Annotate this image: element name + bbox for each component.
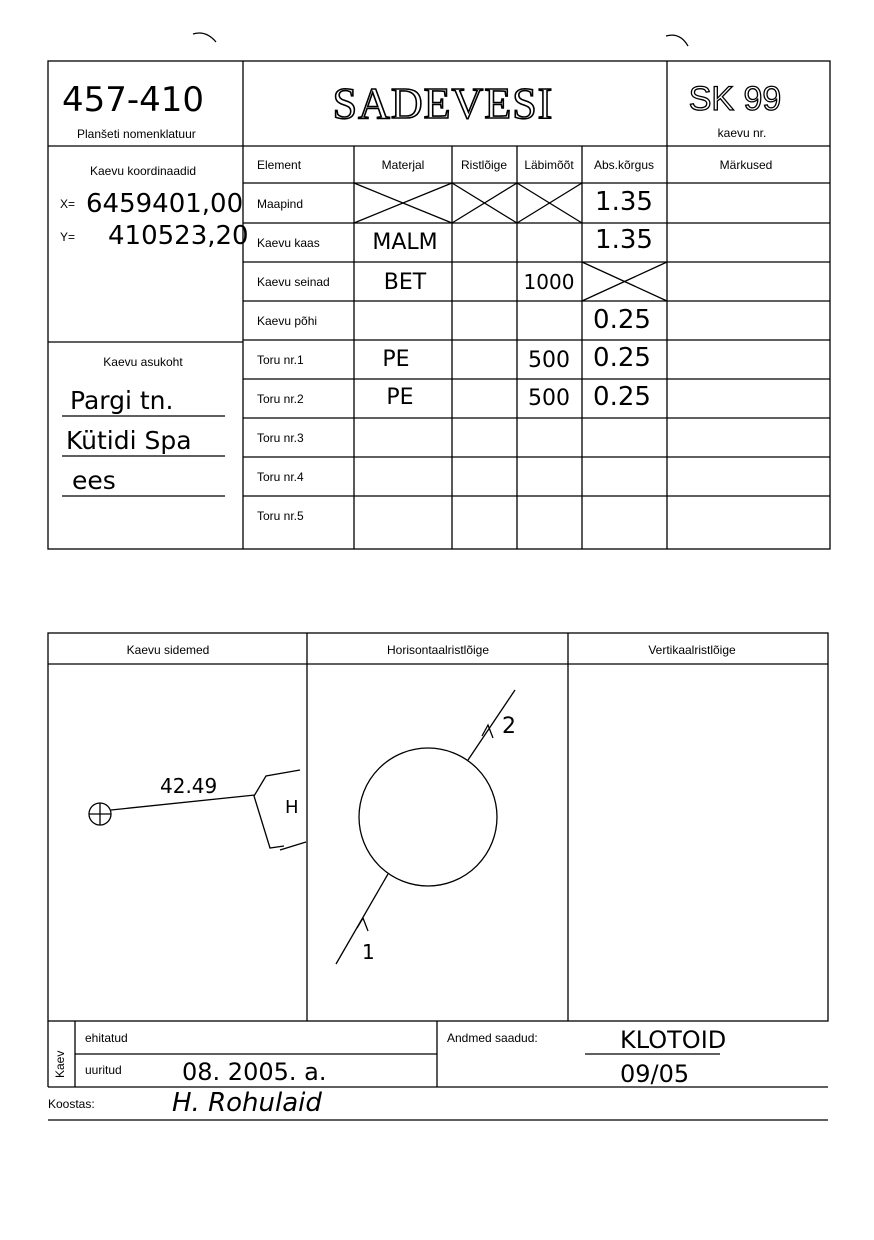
well-number: SK 99	[688, 80, 782, 118]
cell-material: PE	[386, 385, 414, 410]
plan-number: 457-410	[62, 80, 205, 120]
ties-label: Kaevu sidemed	[126, 643, 210, 657]
plan-label: Planšeti nomenklatuur	[77, 127, 196, 141]
table-row-element: Toru nr.5	[257, 509, 304, 523]
header-section: Ristlõige	[460, 158, 508, 172]
table-row-element: Toru nr.2	[257, 392, 304, 406]
building-mark: H	[285, 797, 299, 818]
cell-diameter: 500	[528, 348, 570, 373]
header-height: Abs.kõrgus	[593, 158, 655, 172]
cell-diameter: 1000	[523, 270, 575, 294]
data-received-label: Andmed saadud:	[447, 1031, 538, 1045]
header-notes: Märkused	[719, 158, 773, 172]
cell-height: 1.35	[595, 187, 653, 217]
table-row-element: Maapind	[257, 197, 304, 211]
cell-height: 0.25	[593, 305, 651, 335]
header-diameter: Läbimõõt	[524, 158, 574, 172]
surveyed-label: uuritud	[85, 1063, 122, 1077]
coordinate-y-prefix: Y=	[60, 230, 76, 244]
cell-height: 0.25	[593, 343, 651, 373]
compiled-by: H. Rohulaid	[172, 1088, 322, 1118]
built-label: ehitatud	[85, 1031, 128, 1045]
coordinates-label: Kaevu koordinaadid	[89, 164, 197, 178]
cell-height: 1.35	[595, 225, 653, 255]
vertical-section-label: Vertikaalristlõige	[648, 643, 736, 657]
table-row-element: Toru nr.4	[257, 470, 304, 484]
location-line-3: ees	[72, 466, 116, 495]
table-row-element: Toru nr.1	[257, 353, 304, 367]
side-label: Kaev	[53, 1050, 67, 1078]
cell-material: BET	[383, 270, 427, 295]
table-row-element: Toru nr.3	[257, 431, 304, 445]
horizontal-section-label: Horisontaalristlõige	[386, 643, 490, 657]
pipe-1-label: 1	[362, 940, 375, 964]
data-date: 09/05	[620, 1060, 690, 1088]
coordinate-x-prefix: X=	[60, 197, 76, 211]
header-material: Materjal	[381, 158, 425, 172]
coordinate-x-value: 6459401,00	[86, 189, 244, 219]
form-title: SADEVESI	[332, 79, 554, 128]
surveyed-value: 08. 2005. a.	[182, 1058, 327, 1086]
cell-material: MALM	[372, 230, 438, 255]
location-label: Kaevu asukoht	[103, 355, 183, 369]
location-line-2: Kütidi Spa	[66, 426, 192, 455]
location-line-1: Pargi tn.	[70, 386, 174, 415]
header-element: Element	[257, 158, 302, 172]
cell-height: 0.25	[593, 382, 651, 412]
well-number-label: kaevu nr.	[717, 126, 767, 140]
pipe-2-label: 2	[502, 714, 516, 739]
tie-distance: 42.49	[160, 774, 218, 798]
table-row-element: Kaevu kaas	[257, 236, 320, 250]
compiled-label: Koostas:	[48, 1097, 95, 1111]
cell-diameter: 500	[528, 386, 570, 411]
table-row-element: Kaevu seinad	[257, 275, 330, 289]
data-source: KLOTOID	[620, 1026, 727, 1054]
coordinate-y-value: 410523,20	[108, 221, 249, 251]
cell-material: PE	[382, 347, 410, 372]
table-row-element: Kaevu põhi	[257, 314, 318, 328]
